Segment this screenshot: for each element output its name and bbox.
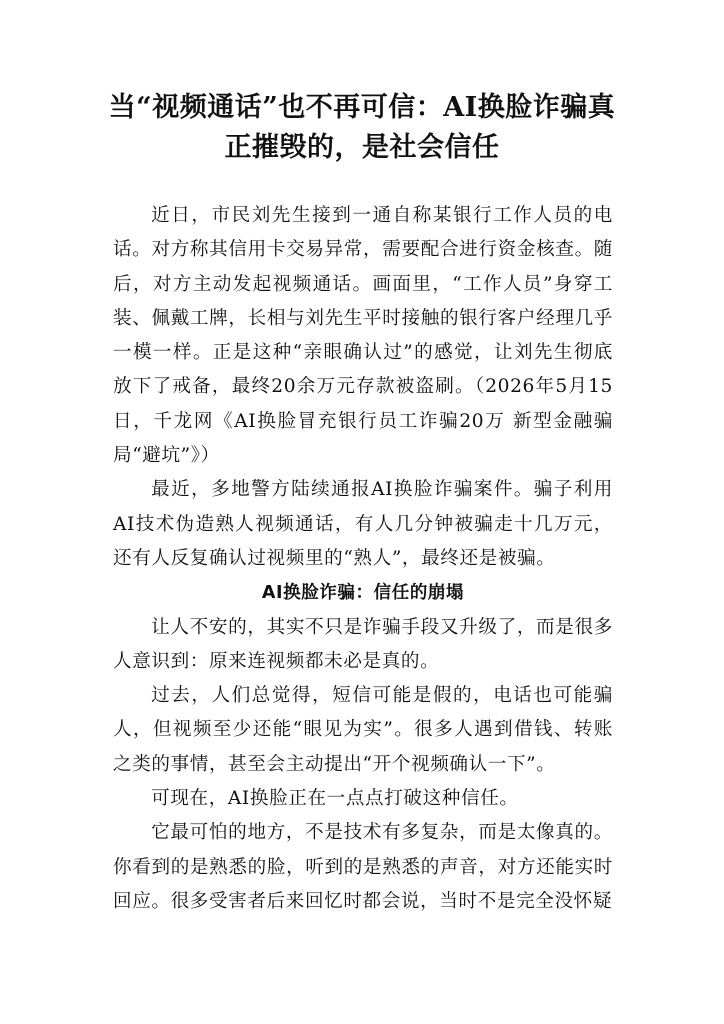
paragraph-seeing-is-believing: 过去，人们总觉得，短信可能是假的，电话也可能骗人，但视频至少还能“眼见为实”。很多人遇到借钱、转账之类的事情，甚至会主动提出“开个视频确认一下”。 — [113, 685, 613, 775]
paragraph-trust-breaking: 可现在，AI换脸正在一点点打破这种信任。 — [151, 788, 519, 810]
paragraph-unease: 让人不安的，其实不只是诈骗手段又升级了，而是很多人意识到：原来连视频都未必是真的。 — [113, 616, 613, 672]
section-subheading: AI换脸诈骗：信任的崩塌 — [261, 583, 465, 604]
article-body — [113, 199, 613, 919]
paragraph-intro: 近日，市民刘先生接到一通自称某银行工作人员的电话。对方称其信用卡交易异常，需要配合进行资金核查。随后，对方主动发起视频通话。画面里，“工作人员”身穿工装、佩戴工牌，长相与刘先生平时接触的银行客户经理几乎一模一样。正是这种“亲眼确认过”的感觉，让刘先生彻底放下了戒备，最终20余万元存款被盗刷。（2026年5月15日，千龙网《AI换脸冒充银行员工诈骗20万 新型金融骗局“避坑”》） — [113, 205, 613, 467]
paragraph-too-real: 它最可怕的地方，不是技术有多复杂，而是太像真的。你看到的是熟悉的脸，听到的是熟悉的声音，对方还能实时回应。很多受害者后来回忆时都会说，当时不是完全没怀疑 — [113, 822, 613, 912]
article-title — [96, 88, 628, 168]
article-title-line2: 正摧毁的，是社会信任 — [224, 132, 500, 163]
article-title-line1: 当“视频通话”也不再可信：AI换脸诈骗真 — [108, 92, 616, 123]
paragraph-police-reports: 最近，多地警方陆续通报AI换脸诈骗案件。骗子利用AI技术伪造熟人视频通话，有人几分钟被骗走十几万元，还有人反复确认过视频里的“熟人”，最终还是被骗。 — [113, 479, 613, 569]
